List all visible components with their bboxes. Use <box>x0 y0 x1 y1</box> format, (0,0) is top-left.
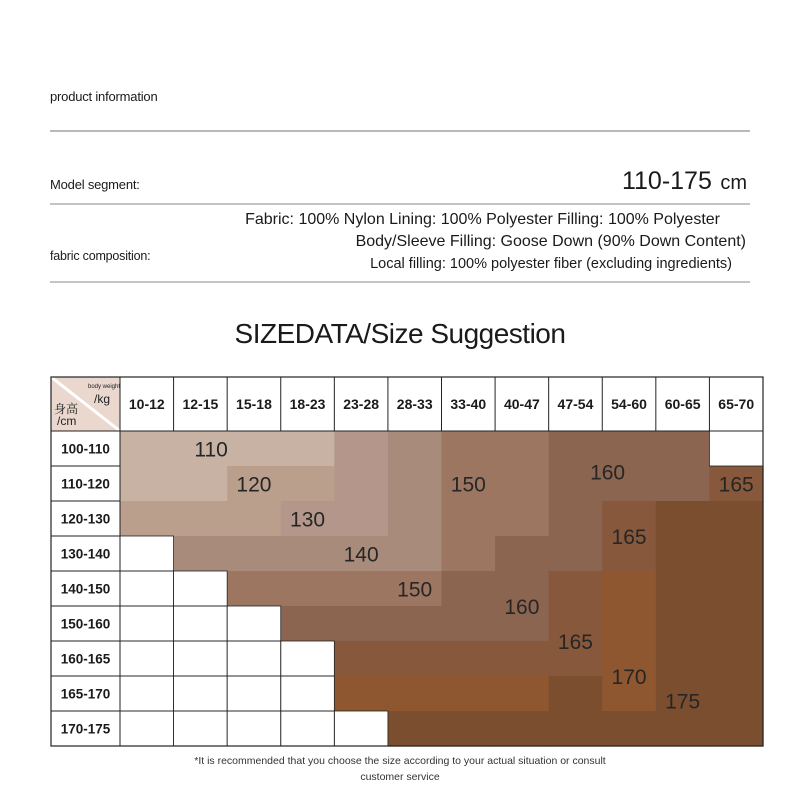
fabric-line-2: Body/Sleeve Filling: Goose Down (90% Down Content) <box>355 233 746 250</box>
size-cell <box>388 641 442 677</box>
size-cell <box>120 641 174 677</box>
size-cell <box>334 431 388 467</box>
size-cell <box>227 431 281 467</box>
size-cell <box>388 606 442 642</box>
fabric-line-1: Fabric: 100% Nylon Lining: 100% Polyester Filling: 100% Polyester <box>245 211 720 228</box>
size-cell <box>334 676 388 712</box>
size-cell <box>656 711 710 747</box>
size-cell <box>281 676 335 712</box>
size-cell <box>174 641 228 677</box>
size-cell <box>442 536 496 572</box>
height-header-label: 160-165 <box>60 651 111 667</box>
section-title: product information <box>50 89 158 104</box>
size-cell <box>334 606 388 642</box>
weight-header-label: 40-47 <box>503 396 540 412</box>
size-cell <box>709 641 763 677</box>
size-cell <box>334 571 388 607</box>
size-region-label: 150 <box>397 578 433 602</box>
size-cell <box>227 711 281 747</box>
size-cell <box>495 711 549 747</box>
size-region-label: 130 <box>290 508 326 532</box>
size-cell <box>388 676 442 712</box>
model-segment-label: Model segment: <box>50 177 140 192</box>
size-cell <box>442 431 496 467</box>
size-region-label: 110 <box>194 438 228 462</box>
size-table-title: SIZEDATA/Size Suggestion <box>234 318 566 349</box>
size-cell <box>281 571 335 607</box>
size-cell <box>388 711 442 747</box>
size-cell <box>442 501 496 537</box>
weight-header-label: 33-40 <box>450 396 487 412</box>
size-cell <box>442 606 496 642</box>
size-cell <box>549 711 603 747</box>
size-cell <box>281 711 335 747</box>
height-header-label: 100-110 <box>61 441 110 457</box>
size-cell <box>174 501 228 537</box>
size-cell <box>656 466 710 502</box>
size-cell <box>174 606 228 642</box>
height-header-label: 140-150 <box>60 581 111 597</box>
size-cell <box>709 606 763 642</box>
size-region-label: 165 <box>611 526 647 549</box>
size-cell <box>334 501 388 537</box>
size-region-label: 165 <box>718 473 754 497</box>
corner-weight-label: body weight <box>88 384 121 390</box>
size-cell <box>281 466 335 502</box>
size-cell <box>602 606 656 642</box>
height-header-label: 130-140 <box>60 546 111 562</box>
size-region-label: 165 <box>557 631 593 654</box>
size-cell <box>174 676 228 712</box>
size-cell <box>656 431 710 467</box>
size-cell <box>174 711 228 747</box>
size-cell <box>495 466 549 502</box>
size-cell <box>442 641 496 677</box>
size-cell <box>602 571 656 607</box>
corner-height-label: 身高 <box>54 402 79 416</box>
size-cell <box>281 606 335 642</box>
size-cell <box>120 571 174 607</box>
size-cell <box>281 431 335 467</box>
size-cell <box>709 501 763 537</box>
size-cell <box>227 536 281 572</box>
size-cell <box>656 501 710 537</box>
size-cell <box>549 501 603 537</box>
size-cell <box>656 571 710 607</box>
size-cell <box>388 431 442 467</box>
fabric-composition-label: fabric composition: <box>50 249 151 263</box>
corner-weight-unit: /kg <box>94 392 111 406</box>
weight-header-label: 28-33 <box>396 396 433 412</box>
size-cell <box>227 676 281 712</box>
corner-height-unit: /cm <box>57 414 77 428</box>
size-cell <box>709 676 763 712</box>
size-cell <box>442 571 496 607</box>
size-cell <box>709 711 763 747</box>
size-region-label: 160 <box>590 461 626 485</box>
size-cell <box>656 606 710 642</box>
size-cell <box>120 676 174 712</box>
fabric-line-3: Local filling: 100% polyester fiber (excluding ingredients) <box>370 256 732 272</box>
size-cell <box>709 431 763 467</box>
size-region-label: 140 <box>343 543 379 567</box>
size-cell <box>281 536 335 572</box>
model-range-value: 110-175 <box>621 167 712 195</box>
size-cell <box>120 536 174 572</box>
size-cell <box>174 571 228 607</box>
size-cell <box>495 536 549 572</box>
size-cell <box>120 606 174 642</box>
size-cell <box>334 466 388 502</box>
size-region-label: 150 <box>450 473 486 497</box>
size-cell <box>227 571 281 607</box>
footnote-line-2: customer service <box>360 771 440 783</box>
size-cell <box>442 676 496 712</box>
weight-header-label: 12-15 <box>182 396 219 412</box>
size-cell <box>709 536 763 572</box>
size-cell <box>495 641 549 677</box>
weight-header-label: 15-18 <box>236 396 272 412</box>
height-header-label: 170-175 <box>60 721 111 737</box>
size-cell <box>388 466 442 502</box>
height-header-label: 120-130 <box>60 511 111 527</box>
size-cell <box>120 711 174 747</box>
size-cell <box>334 641 388 677</box>
weight-header-label: 23-28 <box>343 396 380 412</box>
height-header-label: 150-160 <box>60 616 111 632</box>
size-cell <box>549 536 603 572</box>
size-cell <box>120 466 174 502</box>
size-cell <box>442 711 496 747</box>
weight-header-label: 47-54 <box>557 396 594 412</box>
weight-header-label: 54-60 <box>611 396 647 412</box>
size-cell <box>281 641 335 677</box>
size-cell <box>495 676 549 712</box>
size-cell <box>602 711 656 747</box>
size-cell <box>227 501 281 537</box>
size-cell <box>495 501 549 537</box>
size-cell <box>549 676 603 712</box>
footnote-line-1: *It is recommended that you choose the size according to your actual situation or consult <box>194 755 606 767</box>
weight-header-label: 60-65 <box>664 396 701 412</box>
size-cell <box>120 431 174 467</box>
size-cell <box>388 501 442 537</box>
size-cell <box>709 571 763 607</box>
size-cell <box>227 641 281 677</box>
size-cell <box>549 571 603 607</box>
size-region-label: 170 <box>611 666 647 689</box>
size-cell <box>120 501 174 537</box>
size-cell <box>174 466 228 502</box>
size-cell <box>388 536 442 572</box>
size-cell <box>227 606 281 642</box>
height-header-label: 110-120 <box>61 476 110 492</box>
size-cell <box>656 536 710 572</box>
size-cell <box>174 536 228 572</box>
size-region-label: 160 <box>504 596 540 619</box>
size-cell <box>495 431 549 467</box>
size-cell <box>334 711 388 747</box>
weight-header-label: 18-23 <box>289 396 326 412</box>
weight-header-label: 10-12 <box>128 396 165 412</box>
size-region-label: 175 <box>665 690 701 714</box>
weight-header-label: 65-70 <box>718 396 755 412</box>
size-cell <box>656 641 710 677</box>
size-region-label: 120 <box>236 473 272 497</box>
height-header-label: 165-170 <box>60 686 111 702</box>
model-range-unit: cm <box>720 172 747 194</box>
